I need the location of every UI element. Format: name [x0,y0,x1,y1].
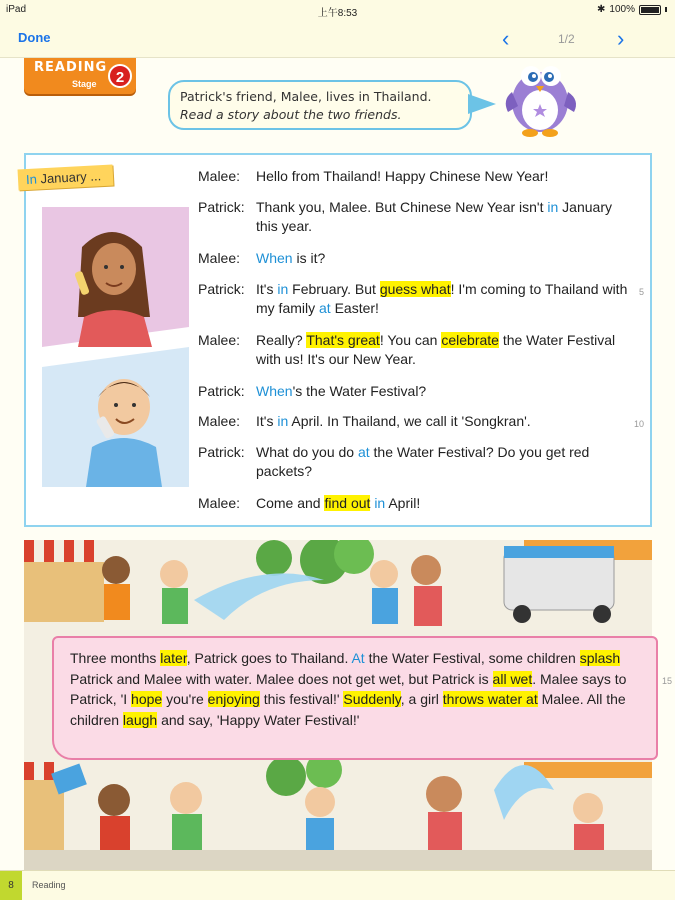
text-run: April! [385,495,421,511]
dialogue-line-8 [198,443,628,481]
reading-stage-badge [24,58,136,94]
in-january-tag [18,165,114,191]
keyword-phrase: When [256,383,293,399]
dialogue-text [256,280,628,318]
text-run: Three months [70,650,161,666]
highlighted-phrase: guess what [379,281,451,297]
dialogue-text [256,494,628,513]
nav-bar [0,20,675,58]
intro-line-1: Patrick's friend, Malee, lives in Thailand. [180,89,432,104]
highlighted-phrase: That's great [306,332,380,348]
intro-line-2: Read a story about the two friends. [180,107,402,122]
keyword-phrase: in [277,281,289,297]
dialogue-line-1 [198,167,628,186]
dialogue-text [256,382,628,401]
dialogue-line-2 [198,198,628,236]
keyword-phrase: When [256,250,293,266]
dialogue-line-5 [198,331,628,369]
highlighted-phrase: laugh [122,711,158,728]
keyword-phrase: in [277,413,289,429]
dialogue-line-4 [198,280,628,318]
clock: 上午8:53 [317,8,358,19]
status-right [597,4,667,15]
chevron-right-icon[interactable]: › [617,26,625,51]
dialogue-line-6 [198,382,628,401]
bluetooth-icon: ✱ [597,4,606,15]
story-text-box [52,636,658,760]
dialogue-text [256,198,628,236]
phone-call-illustration [42,207,189,487]
badge-title: READING [34,60,108,75]
text-run: Patrick and Malee with water. Malee does not get wet, but Patrick is [70,670,493,687]
highlighted-phrase: Suddenly [343,691,401,707]
keyword-phrase: in [374,495,386,511]
battery-tip [665,7,667,12]
speaker-name: Patrick: [198,444,245,460]
section-label: Reading [32,880,66,890]
text-run: January this year. [256,199,612,234]
phone-call-picture-icon [42,207,189,487]
keyword-phrase: in [547,199,559,215]
speaker-name: Malee: [198,413,241,429]
highlighted-phrase: enjoying [207,691,260,707]
text-run: the Water Festival? Do you get red packets? [256,444,590,479]
chevron-left-icon[interactable]: ‹ [502,26,510,51]
text-run: Easter! [330,300,379,316]
bubble-tail [468,94,496,114]
device-label: iPad [6,4,27,15]
text-run: this festival!' [259,691,344,707]
story-paragraph [70,648,640,730]
dialogue-panel [24,153,652,527]
tag-in: In [25,171,38,188]
text-run: Thank you, Malee. But Chinese New Year isn't [256,199,548,215]
battery-icon [639,5,661,15]
dialogue-text [256,412,628,431]
text-run: Really? [256,332,307,348]
text-run: Malee. All the children [70,691,626,728]
badge-stage-number: 2 [108,64,132,88]
text-run: the Water Festival, some children [364,650,580,666]
text-run: ! I'm coming to Thailand with my family [256,281,628,316]
text-run: is it? [292,250,326,266]
text-run: ! You can [379,332,442,348]
dialogue-text [256,249,628,268]
line-number-15: 15 [662,676,673,686]
speaker-name: Patrick: [198,383,245,399]
status-bar [0,0,675,20]
text-run: What do you do [256,444,358,460]
intro-speech-bubble [168,80,472,130]
text-run: It's [256,281,278,297]
speaker-name: Malee: [198,168,241,184]
dialogue-line-7 [198,412,628,431]
line-number-10: 10 [633,419,644,429]
text-run: 's the Water Festival? [292,383,427,399]
highlighted-phrase: find out [324,495,371,511]
text-run: you're [162,691,208,707]
text-run: Come and [256,495,325,511]
text-run: , Patrick goes to Thailand. [186,650,352,666]
speaker-name: Malee: [198,495,241,511]
text-run: It's [256,413,278,429]
text-run: and say, 'Happy Water Festival!' [157,711,360,728]
dialogue-line-3 [198,249,628,268]
keyword-phrase: at [357,444,370,460]
penguin-mascot-icon [498,56,584,138]
dialogue-line-9 [198,494,628,513]
text-run: , a girl [400,691,443,707]
speaker-name: Patrick: [198,199,245,215]
line-number-5: 5 [638,287,644,297]
highlighted-phrase: all wet [492,670,533,687]
page-indicator: 1/2 [558,32,575,46]
speaker-name: Patrick: [198,281,245,297]
footer [0,870,675,900]
battery-percent: 100% [609,4,635,15]
speaker-name: Malee: [198,332,241,348]
highlighted-phrase: later [160,650,187,666]
text-run: Hello from Thailand! Happy Chinese New Year! [256,168,549,184]
highlighted-phrase: celebrate [441,332,499,348]
dialogue-text [256,167,628,186]
badge-stage-label: Stage [72,79,97,89]
highlighted-phrase: hope [131,691,163,707]
text-run: . Malee says to Patrick, 'I [70,670,627,707]
page-number: 8 [0,871,22,900]
dialogue-text [256,443,628,481]
keyword-phrase: At [351,650,365,666]
text-run: February. But [288,281,380,297]
highlighted-phrase: throws water at [442,691,538,707]
text-run: the Water Festival with us! It's our New Year. [256,332,616,367]
tag-rest: January ... [36,168,102,187]
dialogue-text [256,331,628,369]
highlighted-phrase: splash [579,650,621,666]
keyword-phrase: at [319,300,331,316]
speaker-name: Malee: [198,250,241,266]
text-run: April. In Thailand, we call it 'Songkran'. [288,413,531,429]
done-button[interactable]: Done [18,30,51,45]
